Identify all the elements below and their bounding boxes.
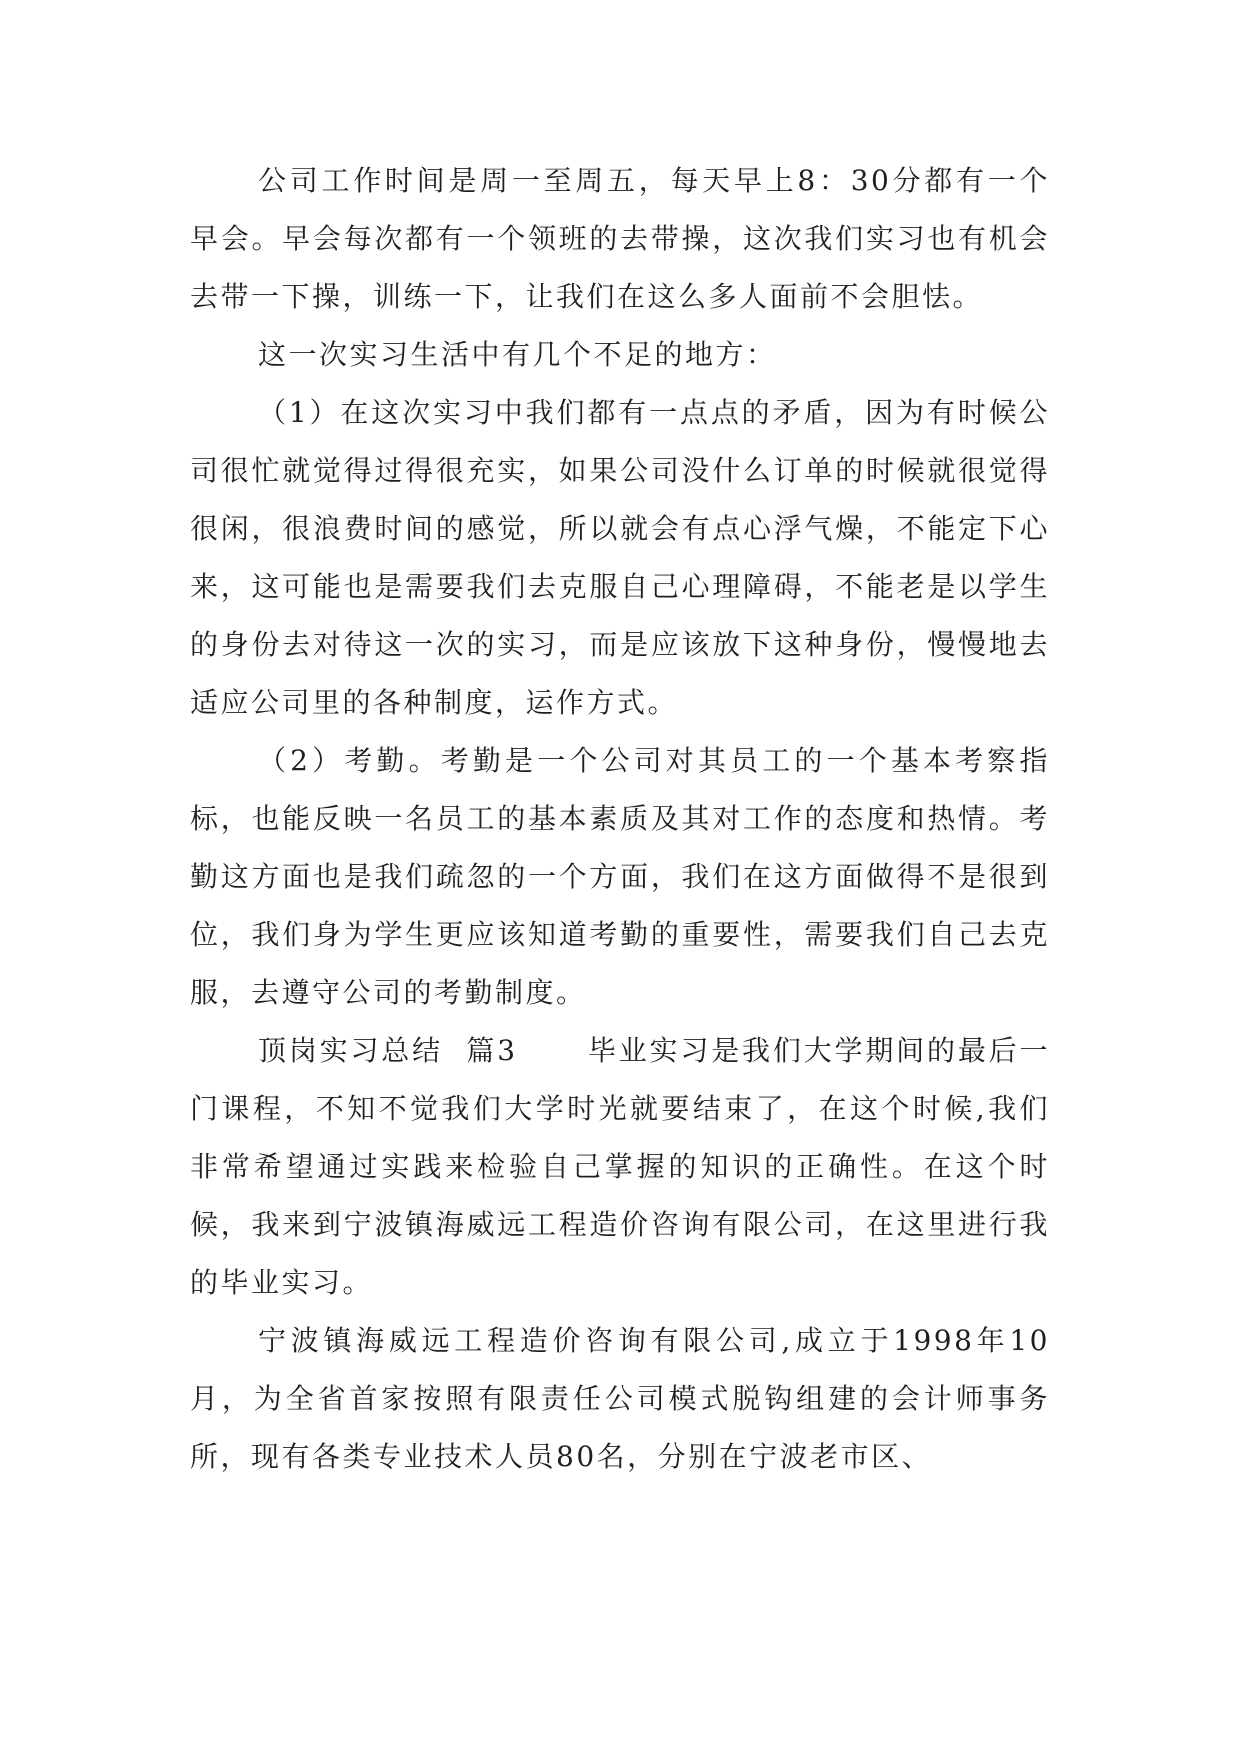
paragraph-section-3: [190, 1022, 1050, 1312]
paragraph-work-hours: 公司工作时间是周一至周五，每天早上8：30分都有一个早会。早会每次都有一个领班的去带操，这次我们实习也有机会去带一下操，训练一下，让我们在这么多人面前不会胆怯。: [190, 164, 1050, 313]
paragraph-shortcoming-1: （1）在这次实习中我们都有一点点的矛盾，因为有时候公司很忙就觉得过得很充实，如果公司没什么订单的时候就很觉得很闲，很浪费时间的感觉，所以就会有点心浮气燥，不能定下心来，这可能也是需要我们去克服自己心理障碍，不能老是以学生的身份去对待这一次的实习，而是应该放下这种身份，慢慢地去适应公司里的各种制度，运作方式。: [190, 396, 1050, 719]
paragraph-shortcoming-2: （2）考勤。考勤是一个公司对其员工的一个基本考察指标，也能反映一名员工的基本素质及其对工作的态度和热情。考勤这方面也是我们疏忽的一个方面，我们在这方面做得不是很到位，我们身为学生更应该知道考勤的重要性，需要我们自己去克服，去遵守公司的考勤制度。: [190, 744, 1050, 1009]
paragraph-company-intro: 宁波镇海威远工程造价咨询有限公司,成立于1998年10月，为全省首家按照有限责任公司模式脱钩组建的会计师事务所，现有各类专业技术人员80名，分别在宁波老市区、: [190, 1324, 1050, 1473]
section-body: 毕业实习是我们大学期间的最后一门课程，不知不觉我们大学时光就要结束了，在这个时候,我们非常希望通过实践来检验自己掌握的知识的正确性。在这个时候，我来到宁波镇海威远工程造价咨询有限公司，在这里进行我的毕业实习。: [190, 1034, 1050, 1299]
document-body: [190, 152, 1050, 1486]
section-heading: 顶岗实习总结 篇3: [258, 1034, 518, 1067]
paragraph-shortcomings-intro: 这一次实习生活中有几个不足的地方：: [258, 338, 777, 371]
